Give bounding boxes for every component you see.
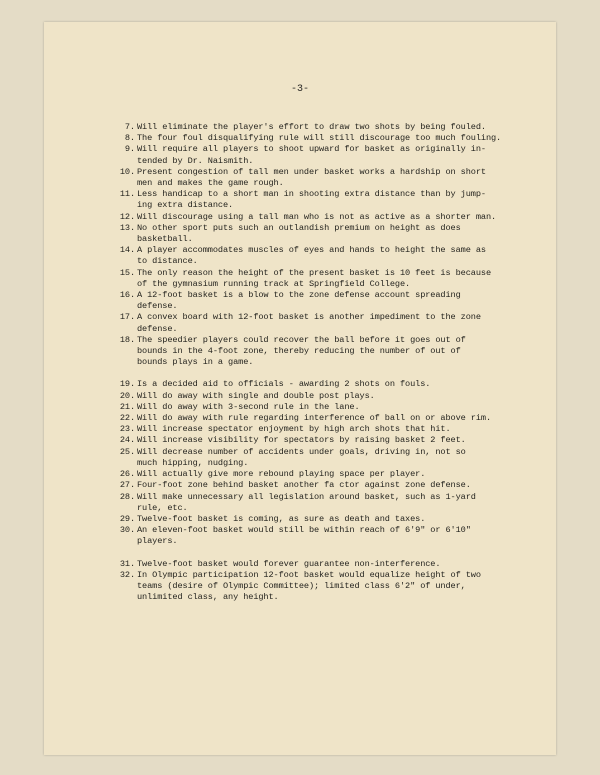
item-number: 26. (119, 469, 135, 480)
list-item (117, 379, 547, 390)
list-item (117, 480, 547, 491)
list-item (117, 492, 547, 514)
item-text-line: defense. (137, 301, 178, 312)
list-item (117, 413, 547, 424)
item-text (135, 525, 471, 547)
list-item (117, 469, 547, 480)
item-text-line: bounds plays in a game. (137, 357, 254, 368)
item-text-line: players. (137, 536, 178, 547)
list-item (117, 133, 547, 144)
list-item (117, 122, 547, 133)
item-text (135, 189, 486, 211)
item-text-line: basketball. (137, 234, 193, 245)
item-text-line: In Olympic participation 12-foot basket would equalize height of two (137, 569, 481, 580)
item-number: 9. (124, 144, 135, 155)
item-number: 23. (119, 424, 135, 435)
list-item (117, 570, 547, 604)
list-item (117, 290, 547, 312)
item-text (135, 223, 461, 245)
item-text (135, 335, 466, 369)
item-text-line: Four-foot zone behind basket another fa ctor against zone defense. (137, 480, 471, 491)
item-text (135, 290, 461, 312)
item-text-line: A player accommodates muscles of eyes and hands to height the same as (137, 245, 486, 256)
list-item (117, 424, 547, 435)
item-text-line: No other sport puts such an outlandish premium on height as does (137, 222, 461, 233)
item-text-line: Will require all players to shoot upward for basket as originally in- (137, 144, 486, 155)
list-item (117, 167, 547, 189)
item-text (135, 312, 481, 334)
item-number: 21. (119, 401, 135, 412)
item-text (135, 167, 486, 189)
item-number: 13. (119, 222, 135, 233)
item-text-line: Will increase spectator enjoyment by high arch shots that hit. (137, 424, 451, 435)
item-text-line: Is a decided aid to officials - awarding 2 shots on fouls. (137, 379, 431, 390)
item-number: 14. (119, 245, 135, 256)
item-text-line: Will decrease number of accidents under goals, driving in, not so (137, 446, 466, 457)
item-text-line: men and makes the game rough. (137, 178, 284, 189)
item-text (135, 122, 486, 133)
list-item (117, 312, 547, 334)
item-number: 15. (119, 267, 135, 278)
item-number: 11. (119, 189, 135, 200)
item-number: 7. (124, 122, 135, 132)
item-text (135, 133, 501, 144)
item-number: 8. (124, 133, 135, 144)
item-text-line: Will eliminate the player's effort to draw two shots by being fouled. (137, 122, 486, 132)
item-text-line: Twelve-foot basket would forever guarantee non-interference. (137, 558, 441, 569)
item-text (135, 268, 491, 290)
item-text-line: Will do away with rule regarding interference of ball on or above rim. (137, 413, 491, 424)
list-item (117, 212, 547, 223)
item-number: 27. (119, 480, 135, 491)
numbered-list (117, 122, 547, 603)
list-item (117, 514, 547, 525)
list-item (117, 335, 547, 369)
item-text-line: Will do away with 3-second rule in the lane. (137, 401, 360, 412)
item-text (135, 379, 430, 390)
section-gap (117, 368, 547, 379)
list-item (117, 144, 547, 166)
item-text-line: unlimited class, any height. (137, 592, 279, 603)
item-number: 17. (119, 312, 135, 323)
item-text (135, 514, 425, 525)
item-number: 31. (119, 558, 135, 569)
item-text-line: ing extra distance. (137, 200, 234, 211)
list-item (117, 447, 547, 469)
item-text (135, 212, 496, 223)
list-item (117, 525, 547, 547)
item-text (135, 469, 425, 480)
item-text (135, 424, 451, 435)
list-item (117, 402, 547, 413)
item-number: 19. (119, 379, 135, 390)
item-text-line: The speedier players could recover the ball before it goes out of (137, 334, 466, 345)
item-text-line: much hipping, nudging. (137, 457, 249, 468)
list-item (117, 245, 547, 267)
item-text-line: Will actually give more rebound playing space per player. (137, 469, 426, 480)
item-text (135, 245, 486, 267)
item-text-line: The four foul disqualifying rule will still discourage too much fouling. (137, 133, 502, 144)
item-number: 12. (119, 211, 135, 222)
item-text-line: tended by Dr. Naismith. (137, 155, 254, 166)
item-text-line: Twelve-foot basket is coming, as sure as death and taxes. (137, 513, 426, 524)
item-number: 20. (119, 390, 135, 401)
section-gap (117, 548, 547, 559)
item-text (135, 559, 440, 570)
document-page (44, 22, 556, 755)
item-number: 24. (119, 435, 135, 446)
item-text (135, 402, 360, 413)
item-text-line: Will discourage using a tall man who is not as active as a shorter man. (137, 211, 497, 222)
item-text-line: A convex board with 12-foot basket is another impediment to the zone (137, 312, 481, 323)
item-number: 22. (119, 413, 135, 424)
item-text (135, 480, 471, 491)
list-item (117, 435, 547, 446)
item-number: 10. (119, 166, 135, 177)
item-number: 28. (119, 491, 135, 502)
item-text-line: teams (desire of Olympic Committee); limited class 6'2" of under, (137, 580, 466, 591)
item-text-line: bounds in the 4-foot zone, thereby reducing the number of out of (137, 346, 461, 357)
item-text (135, 413, 491, 424)
item-text-line: The only reason the height of the present basket is 10 feet is because (137, 267, 491, 278)
item-text-line: of the gymnasium running track at Springfield College. (137, 278, 411, 289)
item-text-line: Less handicap to a short man in shooting extra distance than by jump- (137, 189, 486, 200)
item-text-line: Present congestion of tall men under basket works a hardship on short (137, 166, 486, 177)
item-number: 18. (119, 334, 135, 345)
item-text (135, 391, 375, 402)
item-text (135, 435, 466, 446)
item-text (135, 570, 481, 604)
item-text-line: A 12-foot basket is a blow to the zone defense account spreading (137, 290, 461, 301)
item-number: 32. (119, 569, 135, 580)
item-text-line: defense. (137, 323, 178, 334)
list-item (117, 391, 547, 402)
item-text (135, 447, 466, 469)
item-text-line: to distance. (137, 256, 198, 267)
page-number: -3- (290, 84, 309, 95)
item-text (135, 492, 476, 514)
item-text-line: Will make unnecessary all legislation around basket, such as 1-yard (137, 491, 476, 502)
item-text-line: Will increase visibility for spectators by raising basket 2 feet. (137, 435, 466, 446)
item-number: 16. (119, 290, 135, 301)
list-item (117, 559, 547, 570)
item-text-line: rule, etc. (137, 502, 188, 513)
list-item (117, 268, 547, 290)
list-item (117, 189, 547, 211)
list-item (117, 223, 547, 245)
item-text-line: An eleven-foot basket would still be within reach of 6'9" or 6'10" (137, 525, 471, 536)
item-text (135, 144, 486, 166)
item-number: 30. (119, 525, 135, 536)
item-text-line: Will do away with single and double post plays. (137, 390, 375, 401)
item-number: 25. (119, 446, 135, 457)
item-number: 29. (119, 513, 135, 524)
